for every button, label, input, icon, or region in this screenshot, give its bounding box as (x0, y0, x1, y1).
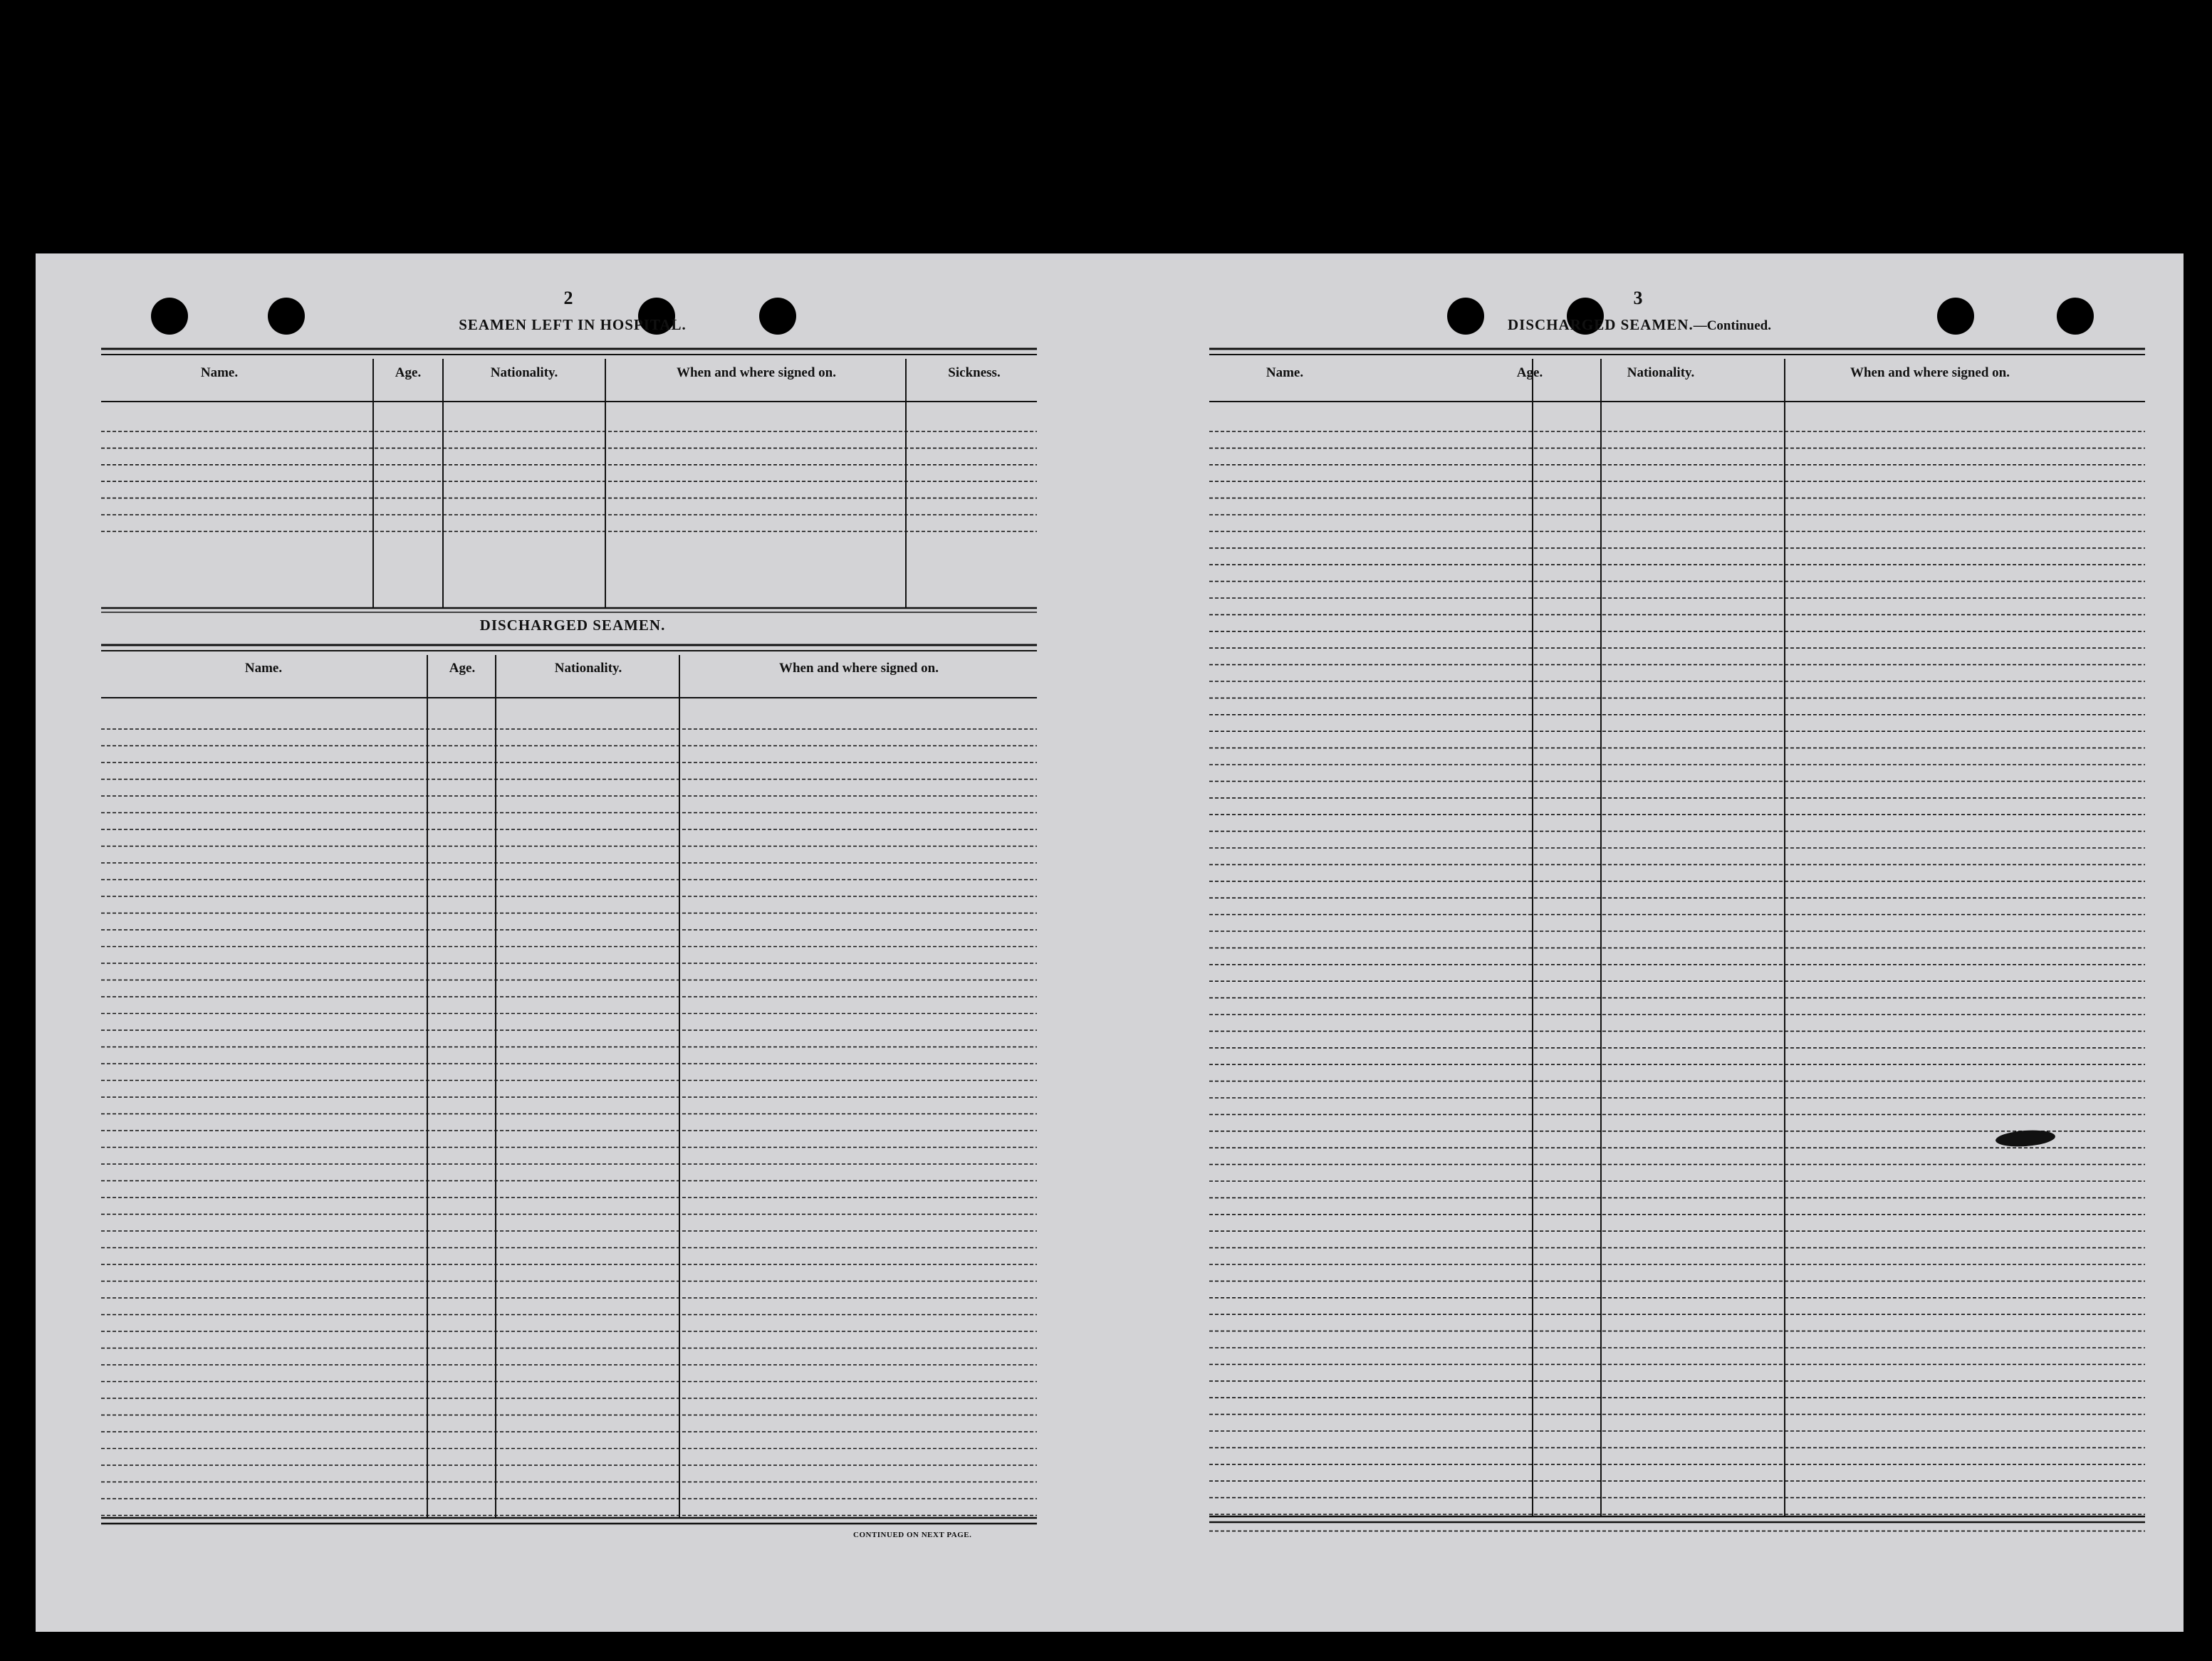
discharged-table-lines (36, 253, 1111, 1535)
discharged-continued-title-main: DISCHARGED SEAMEN. (1508, 316, 1694, 333)
continued-col-signed-on-header: When and where signed on. (1850, 365, 2010, 380)
hospital-col-sickness-header: Sickness. (948, 365, 1001, 380)
hospital-col-age-header: Age. (395, 365, 422, 380)
form-sheet (36, 253, 2184, 1632)
continued-col-nationality-header: Nationality. (1627, 365, 1695, 380)
hospital-col-signed-on-header: When and where signed on. (676, 365, 837, 380)
continued-on-next-page-note: CONTINUED ON NEXT PAGE. (853, 1531, 972, 1539)
hospital-col-name-header: Name. (200, 365, 239, 380)
discharged-col-name-header: Name. (244, 661, 283, 676)
left-page (36, 253, 1111, 1632)
continued-col-name-header: Name. (1266, 365, 1304, 380)
discharged-continued-table-lines (1125, 253, 2184, 1535)
discharged-continued-title-suffix: —Continued. (1693, 318, 1771, 333)
hospital-section-title: SEAMEN LEFT IN HOSPITAL. (459, 316, 687, 333)
discharged-col-signed-on-header: When and where signed on. (778, 661, 939, 676)
discharged-section-title: DISCHARGED SEAMEN. (479, 617, 666, 634)
hospital-col-nationality-header: Nationality. (490, 365, 558, 380)
discharged-col-age-header: Age. (449, 661, 476, 676)
discharged-col-nationality-header: Nationality. (554, 661, 622, 676)
page-number: 3 (1633, 288, 1643, 308)
page-number: 2 (563, 288, 573, 308)
continued-col-age-header: Age. (1516, 365, 1543, 380)
right-page (1125, 253, 2184, 1632)
